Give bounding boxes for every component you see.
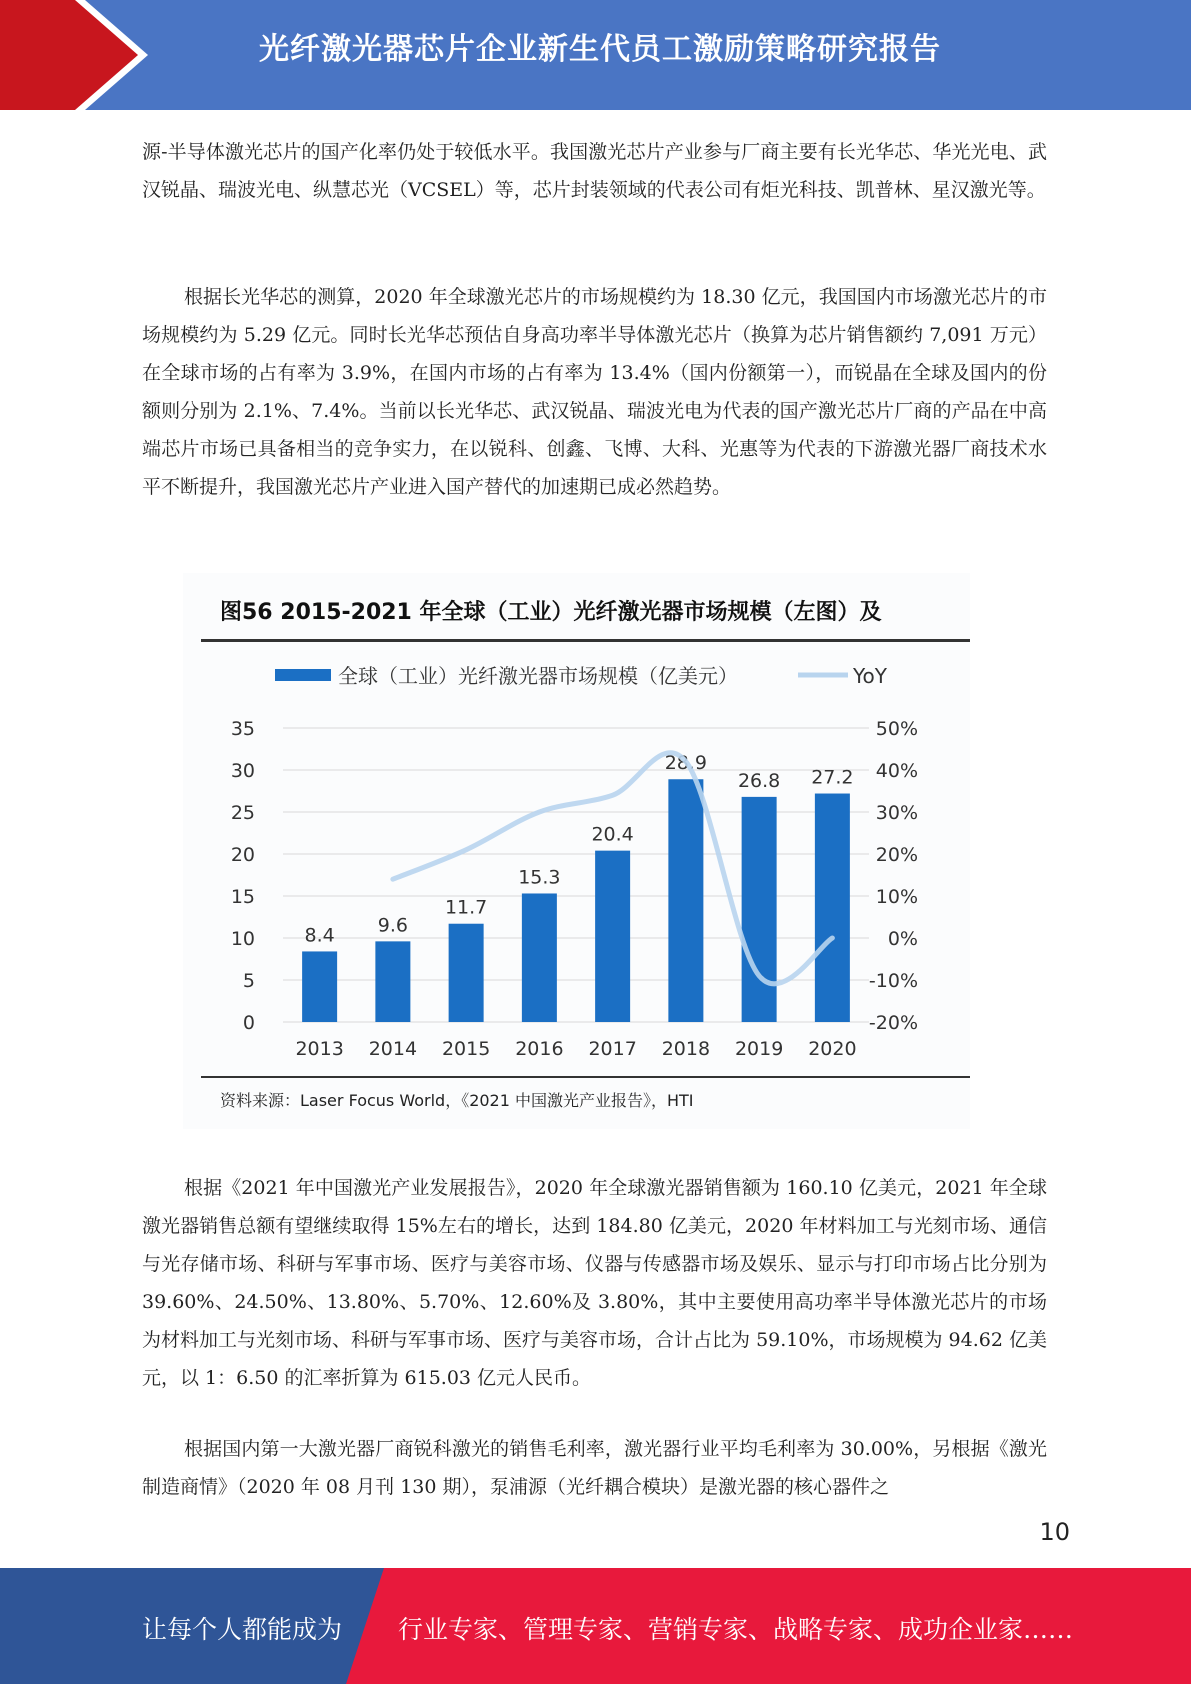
y-left-tick-label: 30	[230, 760, 255, 782]
bar-2015	[449, 924, 484, 1022]
bar-data-label: 15.3	[518, 866, 561, 889]
figure-source: 资料来源：Laser Focus World，《2021 中国激光产业报告》，HTI	[220, 1091, 694, 1110]
figure-bottom-rule	[201, 1076, 970, 1078]
paragraph-1-text: 源-半导体激光芯片的国产化率仍处于较低水平。我国激光芯片产业参与厂商主要有长光华芯、华光光电、武汉锐晶、瑞波光电、纵慧芯光（VCSEL）等，芯片封装领域的代表公司有炬光科技、凯普林、星汉激光等。	[142, 141, 1047, 201]
y-left-tick-label: 35	[230, 718, 255, 740]
x-tick-label: 2020	[808, 1038, 857, 1060]
footer-tagline: 行业专家、管理专家、营销专家、战略专家、成功企业家……	[398, 1615, 1074, 1644]
bar-data-label: 20.4	[591, 823, 634, 846]
y-right-tick-label: 40%	[875, 760, 918, 782]
paragraph-3-text: 根据《2021 年中国激光产业发展报告》，2020 年全球激光器销售额为 160.10 亿美元，2021 年全球激光器销售总额有望继续取得 15%左右的增长，达到 184.80 亿美元，2020 年材料加工与光刻市场、通信与光存储市场、科研与军事市场、医疗与美容市场、仪器与传感器市场及娱乐、显示与打印市场占比分别为 39.60%、24.50%、13.80%、5.70%、12.60%及 3.80%，其中主要使用高功率半导体激光芯片的市场为材料加工与光刻市场、科研与军事市场、医疗与美容市场，合计占比为 59.10%，市场规模为 94.62 亿美元，以 1：6.50 的汇率折算为 615.03 亿元人民币。	[142, 1177, 1047, 1389]
y-right-tick-label: 50%	[875, 718, 918, 740]
paragraph-2	[142, 278, 1047, 506]
y-right-tick-label: 10%	[875, 886, 918, 908]
paragraph-1	[142, 133, 1047, 209]
header-red-arrow	[0, 0, 150, 110]
legend-line-label: YoY	[853, 664, 888, 688]
bar-2020	[815, 794, 850, 1022]
legend-bar-swatch	[275, 669, 331, 681]
paragraph-3	[142, 1169, 1047, 1397]
y-right-tick-label: 0%	[887, 928, 918, 950]
paragraph-2-text: 根据长光华芯的测算，2020 年全球激光芯片的市场规模约为 18.30 亿元，我国国内市场激光芯片的市场规模约为 5.29 亿元。同时长光华芯预估自身高功率半导体激光芯片（换算为芯片销售额约 7,091 万元）在全球市场的占有率为 3.9%，在国内市场的占有率为 13.4%（国内份额第一），而锐晶在全球及国内的份额则分别为 2.1%、7.4%。当前以长光华芯、武汉锐晶、瑞波光电为代表的国产激光芯片厂商的产品在中高端芯片市场已具备相当的竞争实力，在以锐科、创鑫、飞博、大科、光惠等为代表的下游激光器厂商技术水平不断提升，我国激光芯片产业进入国产替代的加速期已成必然趋势。	[142, 286, 1047, 498]
figure-title: 图56 2015-2021 年全球（工业）光纤激光器市场规模（左图）及	[220, 600, 882, 625]
bar-data-label: 11.7	[444, 896, 488, 919]
y-right-tick-label: 30%	[875, 802, 918, 824]
header-banner	[0, 0, 1191, 110]
y-left-tick-label: 20	[230, 844, 255, 866]
y-left-tick-label: 0	[242, 1012, 255, 1034]
x-tick-label: 2014	[368, 1038, 418, 1060]
bar-data-label: 9.6	[377, 914, 408, 937]
y-left-tick-label: 15	[230, 886, 255, 908]
paragraph-4-text: 根据国内第一大激光器厂商锐科激光的销售毛利率，激光器行业平均毛利率为 30.00%，另根据《激光制造商情》（2020 年 08 月刊 130 期），泵浦源（光纤耦合模块）是激光器的核心器件之	[142, 1438, 1047, 1498]
footer-slogan: 让每个人都能成为	[142, 1615, 343, 1644]
market-size-chart	[183, 573, 970, 1073]
y-right-tick-label: 20%	[875, 844, 918, 866]
x-tick-label: 2015	[441, 1038, 491, 1060]
bar-data-label: 26.8	[737, 769, 781, 792]
header-title: 光纤激光器芯片企业新生代员工激励策略研究报告	[259, 32, 941, 67]
x-tick-label: 2018	[661, 1038, 711, 1060]
x-tick-label: 2019	[734, 1038, 784, 1060]
bar-2013	[302, 951, 337, 1022]
y-left-tick-label: 5	[242, 970, 255, 992]
bar-data-label: 28.9	[664, 752, 708, 775]
bar-2019	[742, 797, 777, 1022]
y-right-tick-label: -10%	[868, 970, 918, 992]
page-number: 10	[1039, 1518, 1070, 1546]
chart-figure	[183, 573, 970, 1129]
paragraph-4	[142, 1430, 1047, 1506]
x-tick-label: 2013	[295, 1038, 344, 1060]
bar-2016	[522, 893, 557, 1022]
bar-2017	[595, 851, 630, 1022]
bar-2014	[375, 941, 410, 1022]
x-tick-label: 2016	[515, 1038, 564, 1060]
y-right-tick-label: -20%	[868, 1012, 918, 1034]
y-left-tick-label: 10	[230, 928, 255, 950]
y-left-tick-label: 25	[230, 802, 255, 824]
bar-data-label: 8.4	[304, 924, 335, 947]
x-tick-label: 2017	[588, 1038, 637, 1060]
bar-2018	[668, 779, 703, 1022]
legend-bar-label: 全球（工业）光纤激光器市场规模（亿美元）	[338, 664, 738, 688]
bar-data-label: 27.2	[811, 766, 854, 789]
